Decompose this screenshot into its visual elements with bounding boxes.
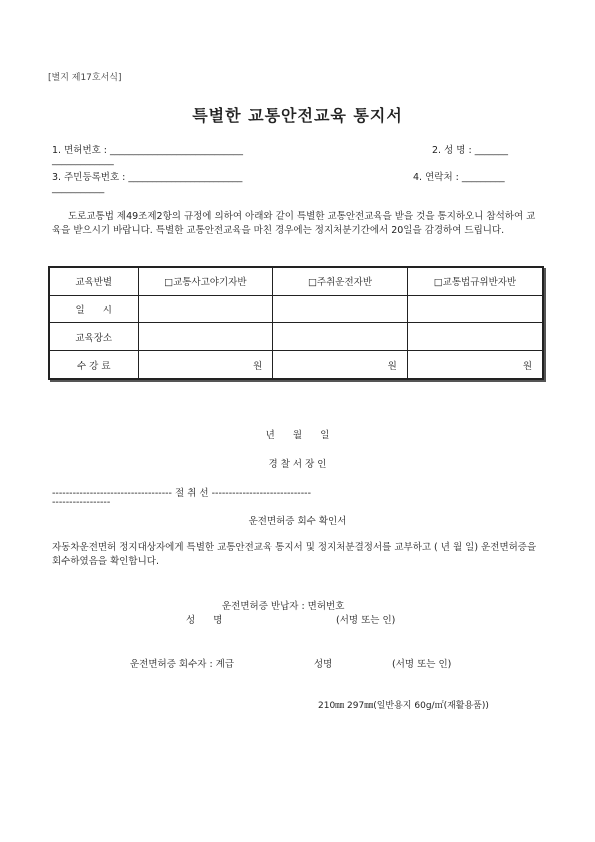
contact-field-continuation: ___________ [52, 183, 105, 194]
submitter-sign: (서명 또는 인) [336, 615, 396, 626]
receipt-title: 운전면허증 회수 확인서 [248, 516, 347, 527]
submitter-line: 운전면허증 반납자 : 면허번호 [222, 601, 345, 612]
table-cell [407, 295, 542, 323]
fee-cell: 원 [273, 351, 408, 378]
table-row [50, 323, 542, 351]
table-header-cell: 교육반별 [50, 268, 138, 295]
paper-spec: 210㎜ 297㎜(일반용지 60g/㎡(재활용품)) [318, 701, 489, 711]
issuer-seal: 경 찰 서 장 인 [268, 459, 327, 470]
table-cell [138, 295, 273, 323]
cut-line-continuation: ----------------- [52, 497, 111, 508]
collector-name: 성명 [314, 659, 333, 670]
form-number: [별지 제17호서식] [48, 73, 122, 83]
table-cell [138, 323, 273, 351]
row-label-location: 교육장소 [50, 323, 138, 351]
name-field: 2. 성 명 : _______ [432, 145, 508, 156]
row-label-datetime: 일 시 [50, 295, 138, 323]
table-header-cell: □교통사고야기자반 [138, 268, 273, 295]
collector-sign: (서명 또는 인) [392, 659, 452, 670]
contact-field: 4. 연락처 : _________ [413, 172, 505, 183]
table-header-cell: □주취운전자반 [273, 268, 408, 295]
table-cell [273, 323, 408, 351]
license-number-field: 1. 면허번호 : ____________________________ [52, 145, 244, 156]
education-table [48, 266, 544, 380]
table-cell [407, 323, 542, 351]
collector-line: 운전면허증 회수자 : 계급 [130, 659, 235, 670]
row-label-fee: 수 강 료 [50, 351, 138, 378]
fee-cell: 원 [407, 351, 542, 378]
resident-number-field: 3. 주민등록번호 : ________________________ [52, 172, 243, 183]
receipt-paragraph: 자동차운전면허 정지대상자에게 특별한 교통안전교육 통지서 및 정지처분결정서를 교부하고 ( 년 월 일) 운전면허증을 회수하였음을 확인합니다. [52, 542, 537, 567]
name-field-continuation: _____________ [52, 155, 114, 166]
notice-paragraph: 도로교통법 제49조제2항의 규정에 의하여 아래와 같이 특별한 교통안전교육을 받을 것을 통지하오니 참석하여 교육을 받으시기 바랍니다. 특별한 교통안전교육을 마친 경우에는 정지처분기간에서 20일을 감경하여 드립니다. [52, 211, 536, 236]
table-row [50, 295, 542, 323]
table-header-row [50, 268, 542, 295]
table-header-cell: □교통법규위반자반 [407, 268, 542, 295]
date-line: 년 월 일 [265, 430, 330, 441]
submitter-name: 성 명 [186, 615, 223, 626]
document-title: 특별한 교통안전교육 통지서 [192, 106, 403, 125]
table-cell [273, 295, 408, 323]
table-row [50, 351, 542, 378]
cut-line: ----------------------------------- 절 취 선 ----------------------------- [52, 488, 312, 499]
fee-cell: 원 [138, 351, 273, 378]
